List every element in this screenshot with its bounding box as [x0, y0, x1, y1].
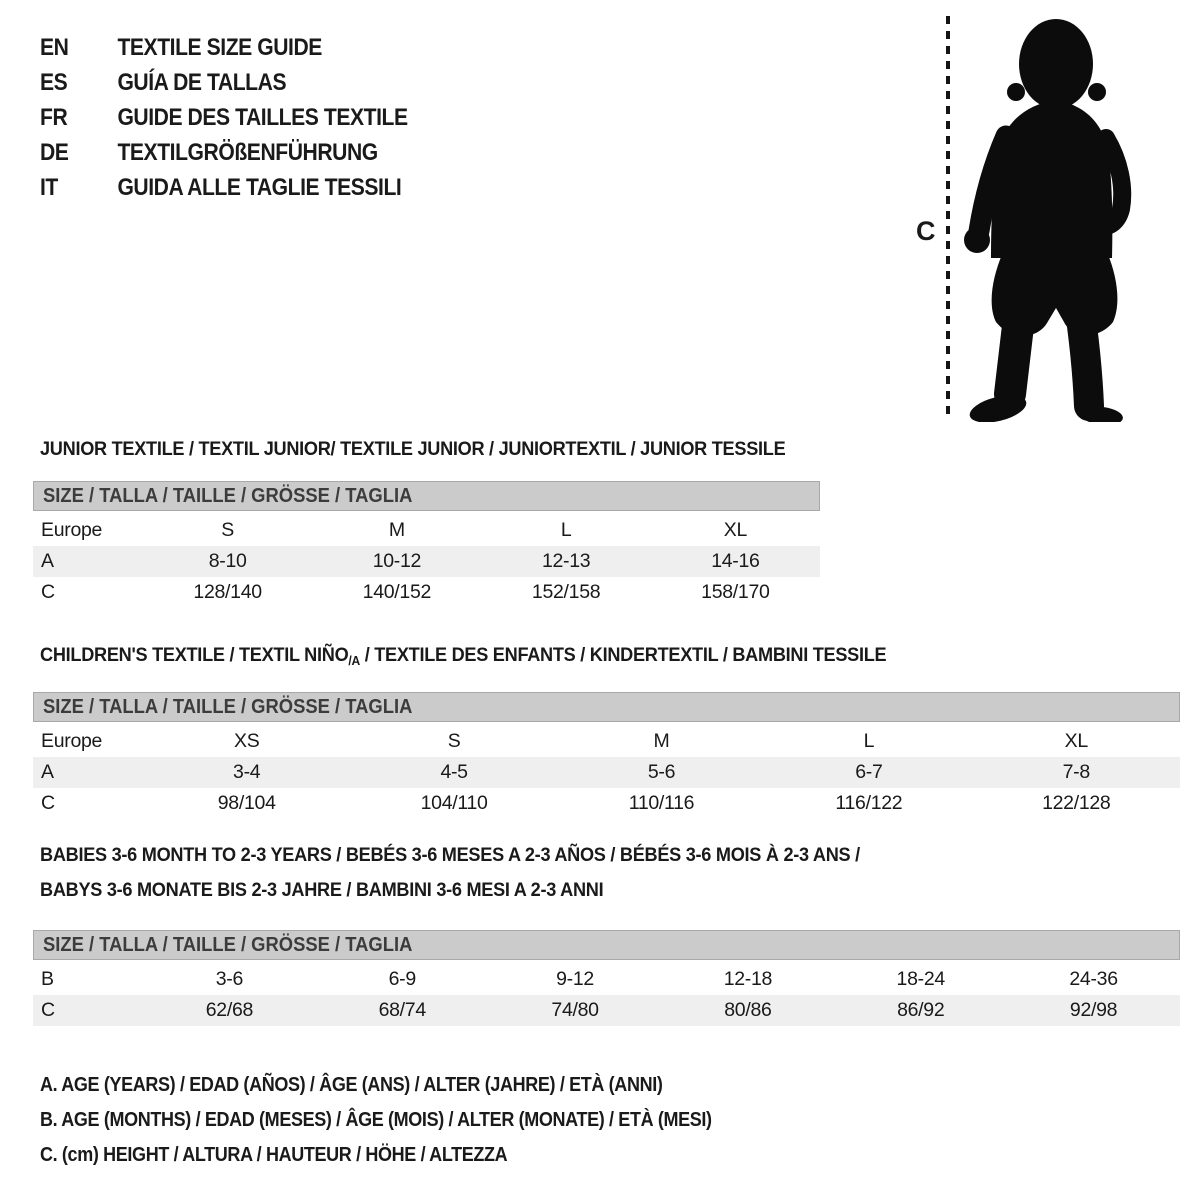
size-value-cell: XL: [723, 519, 747, 541]
language-code: FR: [40, 103, 68, 131]
height-measure-dashed-line: [946, 16, 950, 418]
size-value-cell: M: [388, 519, 405, 541]
section-title-line: [40, 838, 1100, 873]
size-value-cell: 6-9: [388, 968, 416, 990]
size-value-cell: 128/140: [193, 581, 262, 603]
row-label: C: [33, 995, 143, 1026]
language-code: EN: [40, 33, 69, 61]
row-label: A: [33, 546, 143, 577]
section-title-text: / TEXTILE DES ENFANTS / KINDERTEXTIL / BAMBINI TESSILE: [359, 644, 887, 666]
row-label: A: [33, 757, 143, 788]
size-value-cell: 4-5: [350, 757, 557, 788]
size-value-cell: L: [863, 730, 875, 752]
section-title: [40, 838, 1180, 908]
toddler-figure: [900, 8, 1170, 428]
size-table: [33, 964, 1180, 1026]
measurement-legend: [40, 1068, 786, 1173]
language-title-list: [40, 30, 458, 205]
size-value-cell: 62/68: [143, 995, 316, 1026]
language-code: ES: [40, 68, 68, 96]
size-header-label: SIZE / TALLA / TAILLE / GRÖSSE / TAGLIA: [43, 934, 413, 956]
size-value-cell: 80/86: [661, 995, 834, 1026]
section-babies-textile: [33, 838, 1180, 1026]
language-title: GUIDA ALLE TAGLIE TESSILI: [117, 173, 402, 201]
size-table: [33, 515, 820, 608]
size-value-cell: 74/80: [489, 995, 662, 1026]
legend-line: B. AGE (MONTHS) / EDAD (MESES) / ÂGE (MOIS) / ALTER (MONATE) / ETÀ (MESI): [40, 1109, 712, 1131]
toddler-silhouette-icon: [960, 12, 1140, 422]
section-title: [40, 432, 820, 467]
section-title-text: JUNIOR TEXTILE / TEXTIL JUNIOR/ TEXTILE JUNIOR / JUNIORTEXTIL / JUNIOR TESSILE: [40, 438, 786, 460]
size-value-cell: 3-4: [143, 757, 350, 788]
size-value-cell: 152/158: [531, 581, 601, 603]
language-row: [40, 30, 408, 65]
section-title-line: [40, 432, 786, 467]
size-value-cell: 122/128: [1042, 792, 1111, 814]
size-value-cell: 116/122: [835, 792, 903, 814]
language-title: GUÍA DE TALLAS: [117, 68, 287, 96]
size-value-cell: S: [447, 730, 461, 752]
section-title-line: [40, 873, 1100, 908]
size-value-cell: 12-13: [482, 546, 651, 577]
size-value-cell: M: [653, 730, 670, 752]
size-value-cell: 86/92: [834, 995, 1007, 1026]
legend-line: C. (cm) HEIGHT / ALTURA / HAUTEUR / HÖHE / ALTEZZA: [40, 1144, 508, 1166]
language-row: [40, 135, 408, 170]
size-header-bar: [33, 481, 820, 511]
section-title-text: /A: [348, 653, 360, 668]
size-value-cell: 3-6: [215, 968, 244, 990]
section-title-line: [40, 638, 1100, 673]
row-label: B: [41, 968, 54, 990]
language-title: GUIDE DES TAILLES TEXTILE: [117, 103, 408, 131]
size-header-label: SIZE / TALLA / TAILLE / GRÖSSE / TAGLIA: [43, 696, 413, 718]
size-header-label: SIZE / TALLA / TAILLE / GRÖSSE / TAGLIA: [43, 485, 413, 507]
size-value-cell: 104/110: [420, 792, 488, 814]
size-value-cell: 9-12: [556, 968, 594, 990]
size-value-cell: 6-7: [765, 757, 972, 788]
language-row: [40, 65, 408, 100]
size-header-bar: [33, 692, 1180, 722]
size-value-cell: 92/98: [1007, 995, 1180, 1026]
language-code: IT: [40, 173, 58, 201]
section-title-text: BABYS 3-6 MONATE BIS 2-3 JAHRE / BAMBINI 3-6 MESI A 2-3 ANNI: [40, 879, 604, 901]
size-value-cell: 110/116: [628, 792, 695, 814]
size-value-cell: 140/152: [362, 581, 432, 603]
height-measure-label: C: [916, 216, 936, 246]
row-label: C: [41, 581, 55, 603]
size-value-cell: 158/170: [701, 581, 770, 603]
section-title-text: BABIES 3-6 MONTH TO 2-3 YEARS / BEBÉS 3-6 MESES A 2-3 AÑOS / BÉBÉS 3-6 MOIS À 2-3 ANS /: [40, 844, 860, 866]
language-row: [40, 170, 408, 205]
size-value-cell: 5-6: [558, 757, 765, 788]
size-value-cell: 7-8: [973, 757, 1180, 788]
size-table: [33, 726, 1180, 819]
language-code: DE: [40, 138, 69, 166]
size-value-cell: S: [221, 519, 234, 541]
row-label: C: [41, 792, 55, 814]
section-childrens-textile: [33, 638, 1180, 819]
size-value-cell: 18-24: [896, 968, 945, 990]
section-title: [40, 638, 1180, 673]
section-title-text: CHILDREN'S TEXTILE / TEXTIL NIÑO: [40, 644, 349, 666]
size-value-cell: 8-10: [143, 546, 312, 577]
size-value-cell: L: [560, 519, 572, 541]
size-value-cell: 24-36: [1069, 968, 1118, 990]
language-title: TEXTILGRÖßENFÜHRUNG: [117, 138, 378, 166]
language-row: [40, 100, 408, 135]
size-value-cell: 98/104: [217, 792, 276, 814]
size-value-cell: 12-18: [723, 968, 773, 990]
section-junior-textile: [33, 432, 820, 608]
language-title: TEXTILE SIZE GUIDE: [117, 33, 322, 61]
size-value-cell: 10-12: [312, 546, 481, 577]
size-value-cell: 14-16: [651, 546, 820, 577]
row-label: Europe: [41, 519, 103, 541]
legend-line: A. AGE (YEARS) / EDAD (AÑOS) / ÂGE (ANS) / ALTER (JAHRE) / ETÀ (ANNI): [40, 1074, 663, 1096]
size-value-cell: XL: [1064, 730, 1088, 752]
size-value-cell: XS: [233, 730, 260, 752]
size-header-bar: [33, 930, 1180, 960]
size-value-cell: 68/74: [316, 995, 489, 1026]
row-label: Europe: [41, 730, 103, 752]
